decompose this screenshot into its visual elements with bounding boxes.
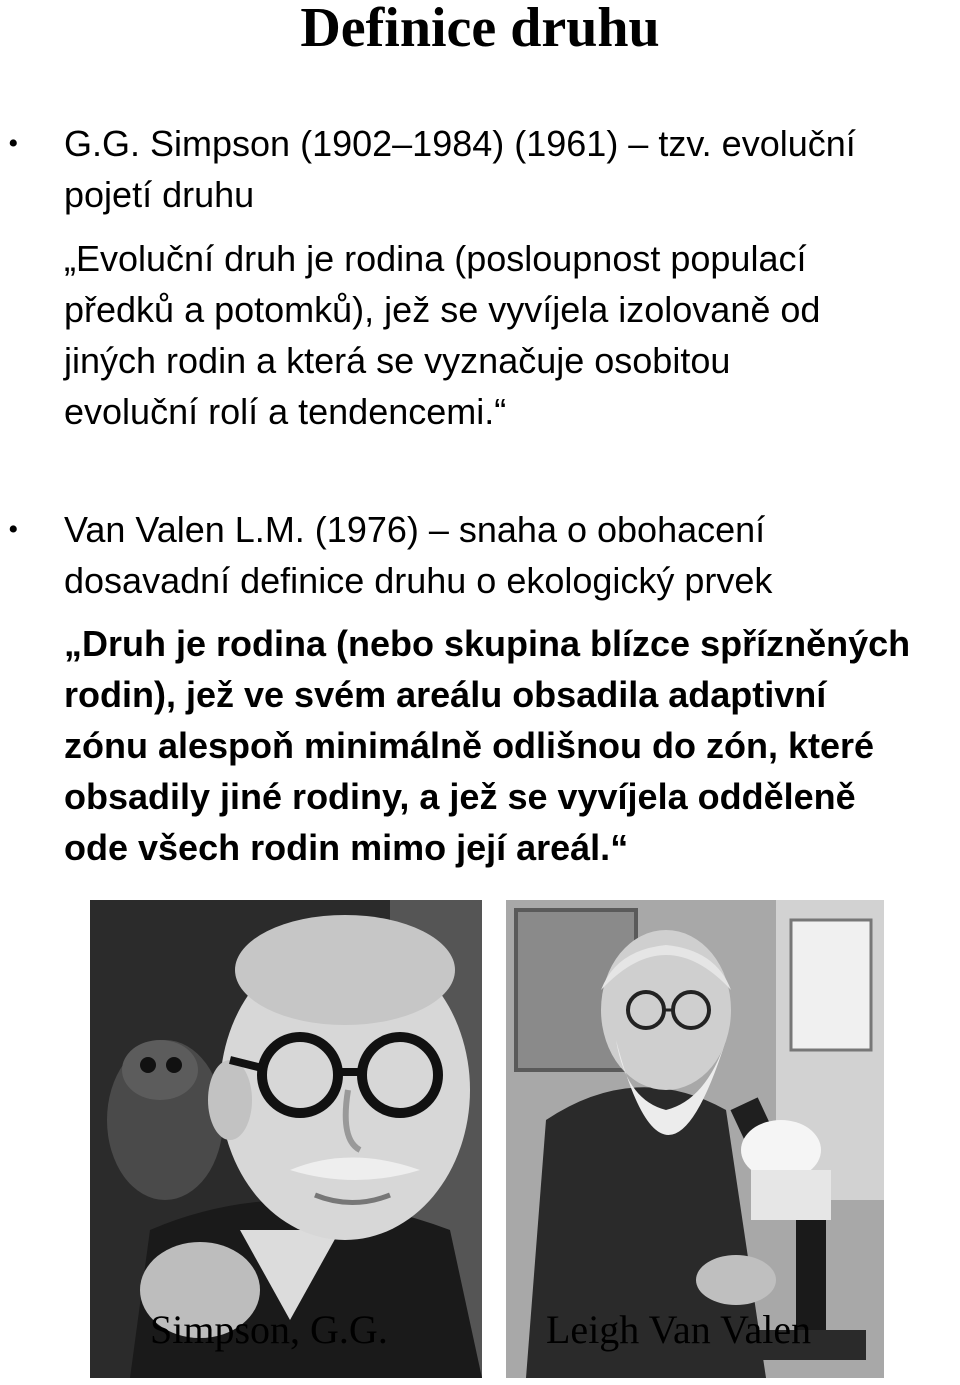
simpson-portrait-photo (90, 900, 482, 1378)
vanvalen-quote-line: ode všech rodin mimo její areál.“ (64, 827, 629, 868)
bullet-marker: • (8, 127, 19, 160)
vanvalen-intro-line: Van Valen L.M. (1976) – snaha o obohacení (64, 509, 766, 550)
simpson-quote-line: „Evoluční druh je rodina (posloupnost populací (64, 238, 807, 279)
bullet-marker: • (8, 513, 19, 546)
simpson-intro-line: pojetí druhu (64, 174, 255, 215)
simpson-intro-line: G.G. Simpson (1902–1984) (1961) – tzv. evoluční (64, 123, 856, 164)
vanvalen-quote-line: rodin), jež ve svém areálu obsadila adaptivní (64, 674, 827, 715)
vanvalen-quote-line: „Druh je rodina (nebo skupina blízce spřízněných (64, 623, 911, 664)
simpson-caption: Simpson, G.G. (150, 1307, 388, 1352)
vanvalen-intro-line: dosavadní definice druhu o ekologický prvek (64, 560, 773, 601)
simpson-intro (64, 118, 856, 220)
van-valen-portrait-photo (506, 900, 884, 1378)
vanvalen-definition-quote (64, 618, 910, 873)
simpson-quote-line: předků a potomků), jež se vyvíjela izolovaně od (64, 289, 821, 330)
vanvalen-quote-line: obsadily jiné rodiny, a jež se vyvíjela odděleně (64, 776, 856, 817)
vanvalen-quote-line: zónu alespoň minimálně odlišnou do zón, které (64, 725, 875, 766)
simpson-quote-line: jiných rodin a která se vyznačuje osobitou (64, 340, 731, 381)
van-valen-caption: Leigh Van Valen (546, 1307, 812, 1352)
simpson-quote-line: evoluční rolí a tendencemi.“ (64, 391, 507, 432)
vanvalen-intro (64, 504, 772, 606)
page-title: Definice druhu (300, 0, 660, 59)
simpson-definition-quote (64, 233, 820, 437)
